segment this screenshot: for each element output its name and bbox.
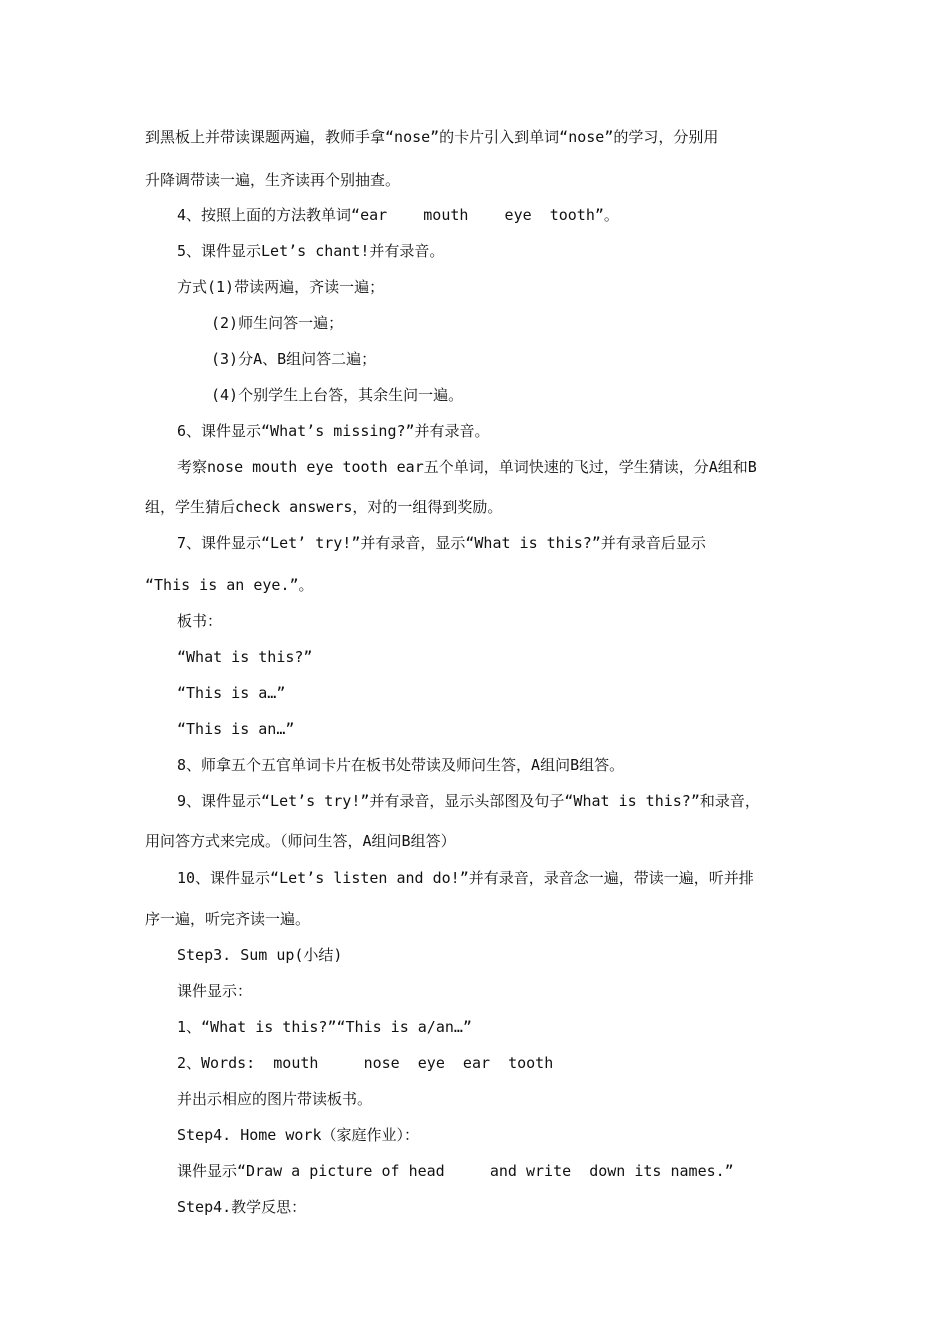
paragraph-line: 方式(1)带读两遍，齐读一遍； [177, 278, 385, 296]
list-item: (4)个别学生上台答，其余生问一遍。 [211, 386, 464, 404]
list-item: (3)分A、B组问答二遍； [211, 350, 377, 368]
paragraph-line: 8、师拿五个五官单词卡片在板书处带读及师问生答，A组问B组答。 [177, 756, 625, 774]
section-heading: Step4.教学反思： [177, 1198, 307, 1216]
paragraph-line: 序一遍，听完齐读一遍。 [145, 910, 311, 928]
paragraph-line: 7、课件显示“Let’ try!”并有录音，显示“What is this?”并有录音后显示 [177, 534, 706, 552]
paragraph-line: 6、课件显示“What’s missing?”并有录音。 [177, 422, 490, 440]
paragraph-line: 4、按照上面的方法教单词“ear mouth eye tooth”。 [177, 206, 619, 224]
paragraph-line: 5、课件显示Let’s chant!并有录音。 [177, 242, 445, 260]
paragraph-line: 并出示相应的图片带读板书。 [177, 1090, 373, 1108]
paragraph-line: 组，学生猜后check answers，对的一组得到奖励。 [145, 498, 503, 516]
list-item: (2)师生问答一遍； [211, 314, 344, 332]
board-line: “This is a…” [177, 684, 286, 702]
paragraph-line: 到黑板上并带读课题两遍，教师手拿“nose”的卡片引入到单词“nose”的学习，分别用 [145, 128, 719, 146]
board-line: “What is this?” [177, 648, 313, 666]
list-item: 1、“What is this?”“This is a/an…” [177, 1018, 472, 1036]
paragraph-line: 考察nose mouth eye tooth ear五个单词，单词快速的飞过，学生猜读，分A组和B [177, 458, 757, 476]
paragraph-line: 课件显示“Draw a picture of head and write down its names.” [177, 1162, 734, 1180]
list-item: 2、Words: mouth nose eye ear tooth [177, 1054, 554, 1072]
paragraph-line: 升降调带读一遍，生齐读再个别抽查。 [145, 171, 401, 189]
paragraph-line: 10、课件显示“Let’s listen and do!”并有录音，录音念一遍，带读一遍，听并排 [177, 869, 754, 887]
section-heading: Step4. Home work（家庭作业）： [177, 1126, 419, 1144]
paragraph-line: 课件显示： [177, 982, 253, 1000]
paragraph-line: 9、课件显示“Let’s try!”并有录音，显示头部图及句子“What is this?”和录音， [177, 792, 760, 810]
paragraph-line: 用问答方式来完成。（师问生答，A组问B组答） [145, 832, 456, 850]
paragraph-line: “This is an eye.”。 [145, 576, 314, 594]
board-line: “This is an…” [177, 720, 295, 738]
section-heading: Step3. Sum up(小结) [177, 946, 343, 964]
board-heading: 板书： [177, 612, 223, 630]
